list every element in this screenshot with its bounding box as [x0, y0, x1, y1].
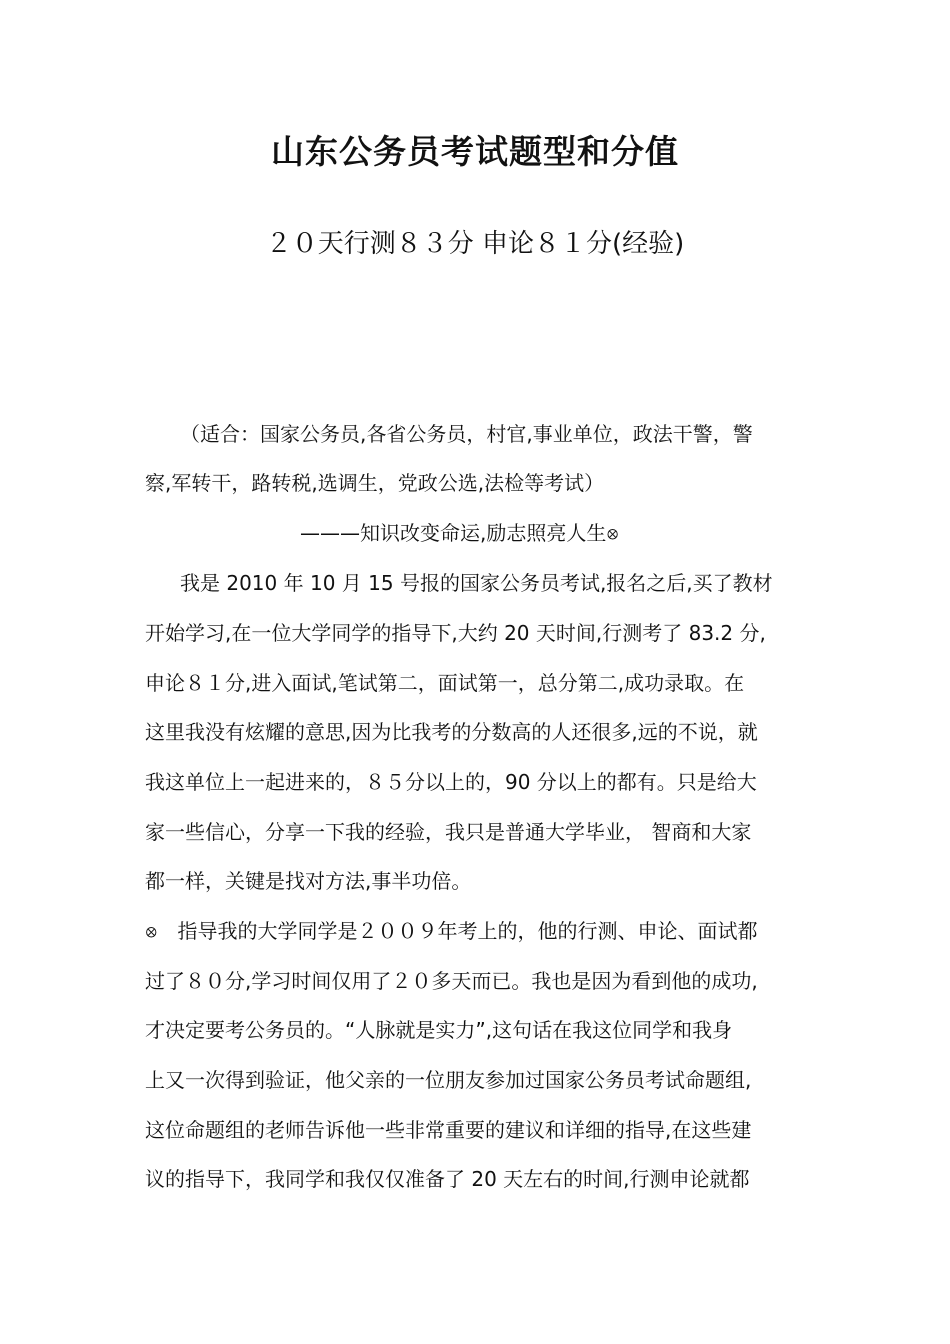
para2-line-6: 议的指导下，我同学和我仅仅准备了 20 天左右的时间,行测申论就都: [145, 1167, 750, 1191]
para2-line-5: 这位命题组的老师告诉他一些非常重要的建议和详细的指导,在这些建: [145, 1118, 752, 1142]
para2-line-1: [145, 916, 815, 948]
para2-line-4: 上又一次得到验证，他父亲的一位朋友参加过国家公务员考试命题组,: [145, 1068, 752, 1092]
para2-line-2: 过了８０分,学习时间仅用了２０多天而已。我也是因为看到他的成功,: [145, 969, 758, 993]
para2-line-1-text: 指导我的大学同学是２００９年考上的，他的行测、申论、面试都: [177, 919, 758, 943]
motto-text: ———知识改变命运,励志照亮人生: [300, 521, 607, 545]
document-title: 山东公务员考试题型和分值: [271, 132, 679, 171]
decorative-marker-icon: ꕕ: [145, 923, 158, 942]
para1-line-7: 都一样，关键是找对方法,事半功倍。: [145, 869, 472, 893]
motto: [300, 518, 619, 550]
para1-line-2: 开始学习,在一位大学同学的指导下,大约 20 天时间,行测考了 83.2 分,: [145, 621, 766, 645]
para1-line-1: 我是 2010 年 10 月 15 号报的国家公务员考试,报名之后,买了教材: [180, 571, 773, 595]
scope-line-2: 察,军转干，路转税,选调生，党政公选,法检等考试）: [145, 471, 605, 495]
para1-line-4: 这里我没有炫耀的意思,因为比我考的分数高的人还很多,远的不说，就: [145, 720, 758, 744]
para1-line-3: 申论８１分,进入面试,笔试第二，面试第一，总分第二,成功录取。在: [145, 671, 745, 695]
scope-line-1: （适合：国家公务员,各省公务员，村官,事业单位，政法干警，警: [180, 422, 753, 446]
para1-line-5: 我这单位上一起进来的，８５分以上的，90 分以上的都有。只是给大: [145, 770, 757, 794]
decorative-marker-icon: ꕕ: [606, 525, 619, 544]
para1-line-6: 家一些信心，分享一下我的经验，我只是普通大学毕业， 智商和大家: [145, 820, 752, 844]
para2-line-3: 才决定要考公务员的。“人脉就是实力”,这句话在我这位同学和我身: [145, 1018, 733, 1042]
document-subtitle: ２０天行测８３分 申论８１分(经验): [265, 229, 685, 259]
